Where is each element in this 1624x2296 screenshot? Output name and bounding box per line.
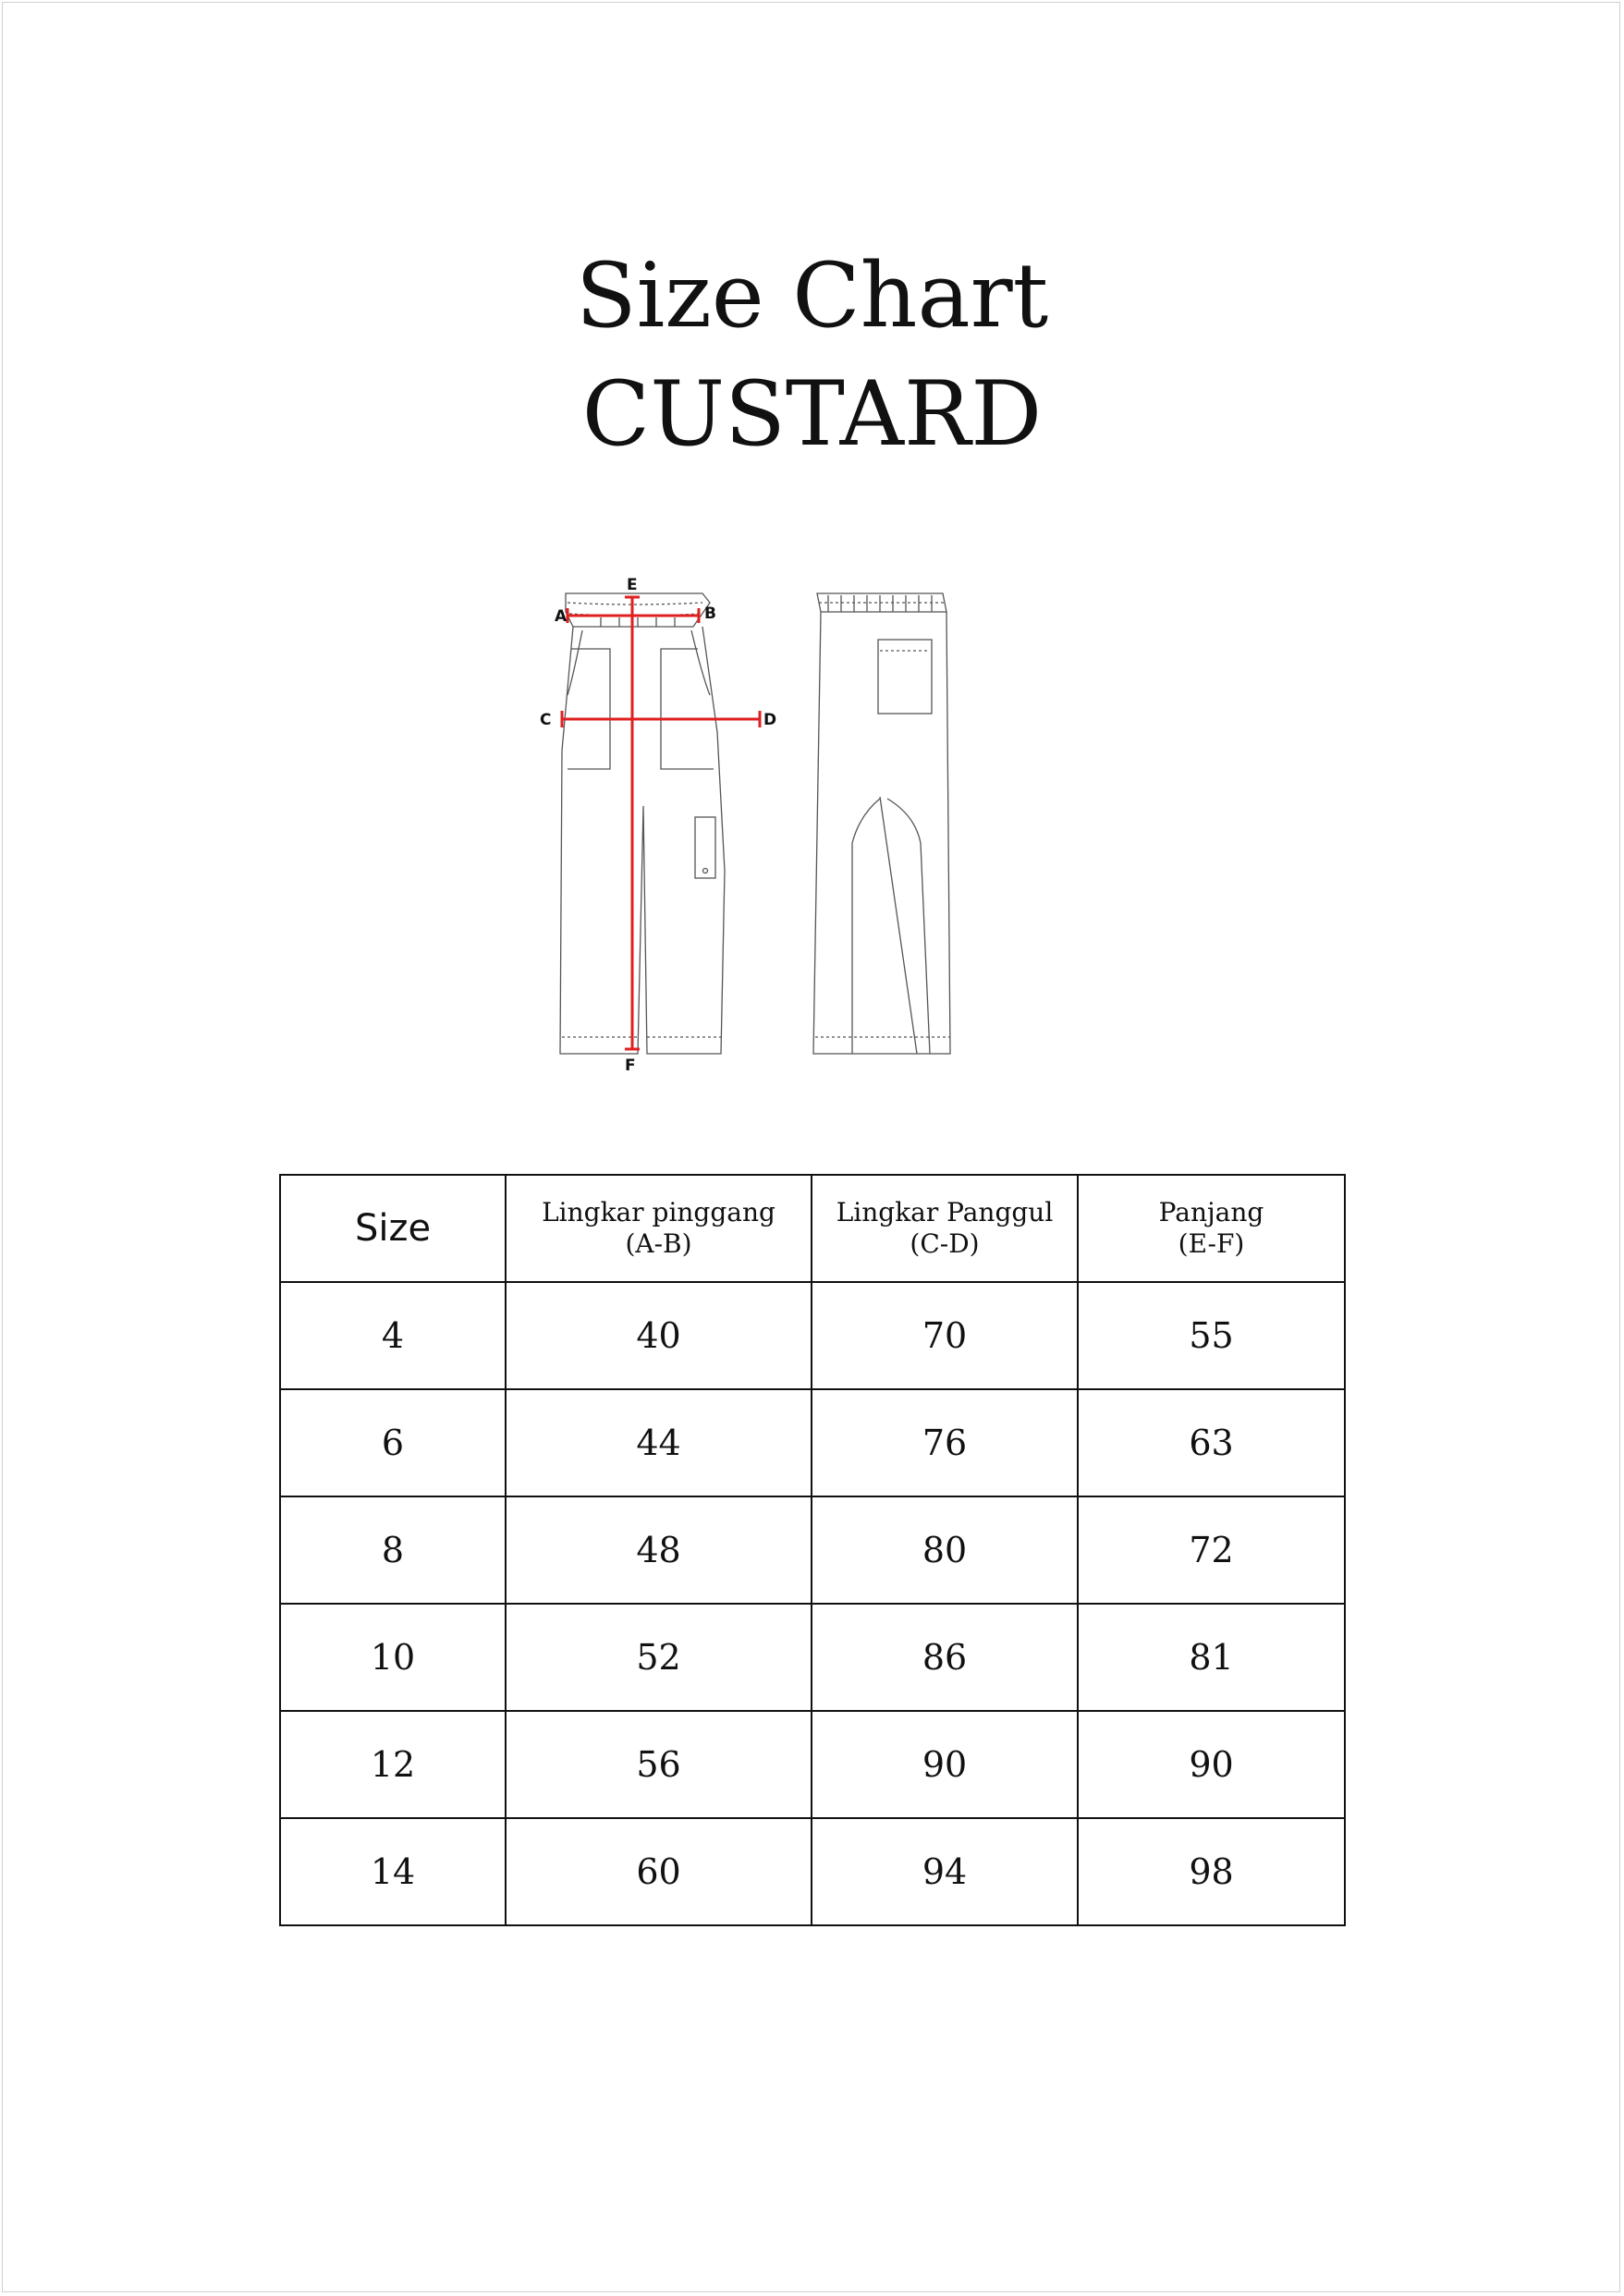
cell-length: 81: [1078, 1604, 1345, 1711]
product-name: CUSTARD: [581, 362, 1043, 466]
table-row: [280, 1604, 1345, 1711]
cell-hip: 76: [812, 1389, 1078, 1496]
front-pants-drawing: [560, 593, 725, 1054]
cell-hip: 94: [812, 1818, 1078, 1925]
header-size: Size: [280, 1175, 506, 1282]
pants-diagram: [540, 566, 1072, 1083]
label-a: A: [555, 607, 568, 626]
cell-size: 6: [280, 1389, 506, 1496]
header-hip: Lingkar Panggul (C-D): [812, 1175, 1078, 1282]
label-b: B: [704, 605, 716, 623]
cell-length: 90: [1078, 1711, 1345, 1818]
size-table: [279, 1174, 1346, 1926]
cell-length: 55: [1078, 1282, 1345, 1389]
cell-waist: 48: [506, 1496, 812, 1604]
cell-length: 72: [1078, 1496, 1345, 1604]
cell-waist: 44: [506, 1389, 812, 1496]
table-row: [280, 1711, 1345, 1818]
cell-length: 63: [1078, 1389, 1345, 1496]
cell-waist: 56: [506, 1711, 812, 1818]
cell-hip: 80: [812, 1496, 1078, 1604]
cell-waist: 60: [506, 1818, 812, 1925]
header-length: Panjang (E-F): [1078, 1175, 1345, 1282]
cell-hip: 70: [812, 1282, 1078, 1389]
cell-size: 4: [280, 1282, 506, 1389]
table-row: [280, 1818, 1345, 1925]
cell-length: 98: [1078, 1818, 1345, 1925]
label-e: E: [627, 576, 638, 594]
table-row: [280, 1389, 1345, 1496]
table-header-row: [280, 1175, 1345, 1282]
back-pants-drawing: [813, 593, 950, 1054]
label-d: D: [763, 711, 777, 729]
cell-size: 10: [280, 1604, 506, 1711]
cell-size: 14: [280, 1818, 506, 1925]
page-title: Size Chart: [575, 244, 1049, 348]
cell-size: 8: [280, 1496, 506, 1604]
header-waist: Lingkar pinggang (A-B): [506, 1175, 812, 1282]
label-c: C: [540, 711, 552, 729]
table-row: [280, 1496, 1345, 1604]
cell-waist: 40: [506, 1282, 812, 1389]
cell-size: 12: [280, 1711, 506, 1818]
table-row: [280, 1282, 1345, 1389]
cell-waist: 52: [506, 1604, 812, 1711]
cell-hip: 86: [812, 1604, 1078, 1711]
cell-hip: 90: [812, 1711, 1078, 1818]
label-f: F: [625, 1056, 636, 1075]
